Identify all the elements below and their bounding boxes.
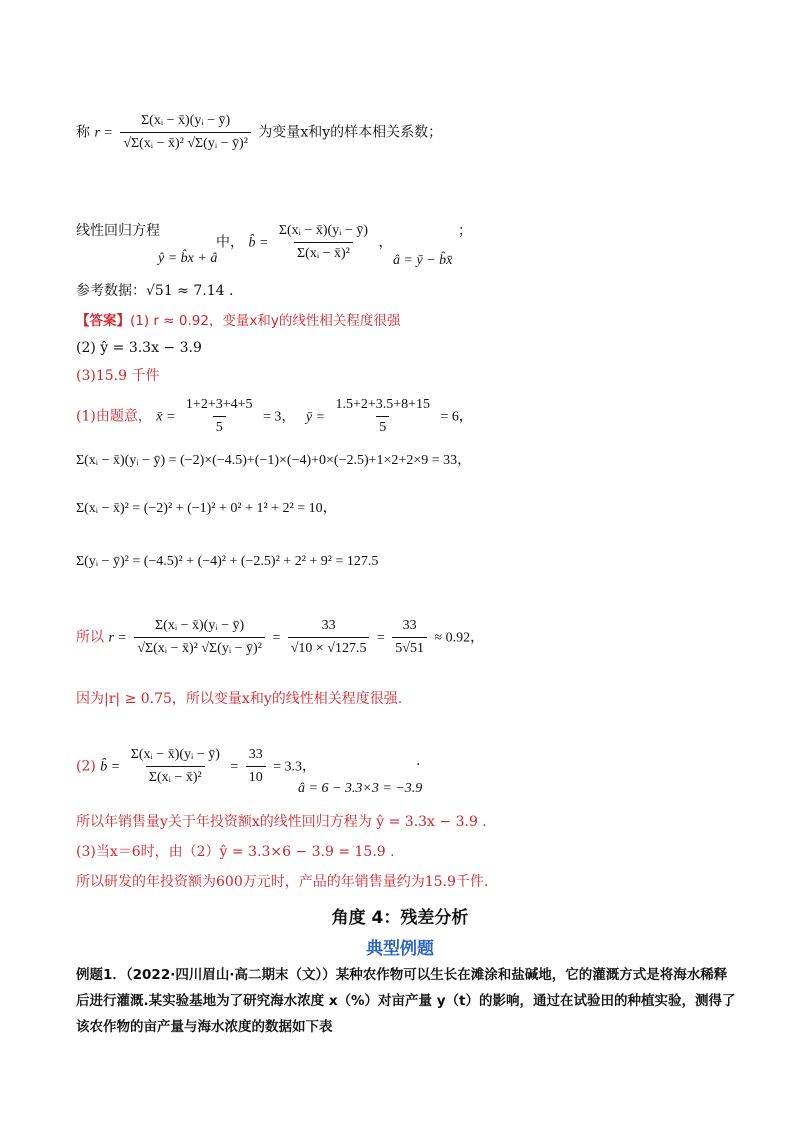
regression-comma: ， xyxy=(378,234,393,251)
section-subtitle: 典型例题 xyxy=(366,939,434,959)
r-definition xyxy=(76,112,442,153)
solution-part-3: (3)当x＝6时，由（2）ŷ = 3.3×6 − 3.9 = 15.9 . xyxy=(76,844,395,860)
x-bar-fraction xyxy=(183,396,256,437)
solution-r-right-numerator: 33 xyxy=(402,618,417,633)
b-hat-numerator: Σ(xᵢ − x̄)(yᵢ − ȳ) xyxy=(278,223,369,238)
solution-means xyxy=(76,396,473,437)
solution-1-prefix: (1)由题意， xyxy=(76,408,152,425)
answer-1-text: (1) r ≈ 0.92，变量x和y的线性相关程度很强 xyxy=(130,313,401,329)
regression-prefix: 线性回归方程 xyxy=(76,223,160,239)
answer-label: 【答案】 xyxy=(76,313,130,329)
x-bar-lhs: x̄ = xyxy=(156,409,176,425)
answer-1 xyxy=(76,312,400,330)
section-title: 角度 4：残差分析 xyxy=(331,908,469,928)
x-bar-denominator: 5 xyxy=(213,416,226,437)
r-def-denominator: √Σ(xᵢ − x̄)² √Σ(yᵢ − ȳ)² xyxy=(120,132,251,153)
solution-r: 所以 r = $\frac{\text{Σ(xᵢ − x̄)(yᵢ − ȳ)}}{\text{√Σ(xᵢ − x̄)² √Σ(yᵢ − ȳ)²}}$ = $\frac{33}{√10 \times √127.5}$ = $\frac{33}{5√51}$ ≈ 0.92， xyxy=(76,618,485,656)
solution-b-hat: (2) b̂ = $\frac{\text{Σ(xᵢ − x̄)(yᵢ − ȳ)}}{\text{Σ(xᵢ − x̄)²}}$ = $\frac{33}{10}$ = 3.3， xyxy=(76,747,317,785)
solution-r-right-denominator: 5√51 xyxy=(392,637,427,658)
y-bar-denominator: 5 xyxy=(376,416,389,437)
example-paragraph: 例题1．（2022·四川眉山·高二期末（文））某种农作物可以生长在滩涂和盐碱地，它的灌溉方式是将海水稀释后进行灌溉.某实验基地为了研究海水浓度 x（%）对亩产量 y（t）的影响，通过在试验田的种植实验，测得了该农作物的亩产量与海水浓度的数据如下表 xyxy=(76,967,736,1035)
b-hat-denominator: Σ(xᵢ − x̄)² xyxy=(294,242,353,263)
solution-b-hat-lhs: b̂ = xyxy=(100,759,121,775)
solution-r-prefix: 所以 xyxy=(76,629,104,646)
regression-semicolon: ； xyxy=(458,223,472,239)
regression-mid-text: 中， xyxy=(216,234,244,251)
x-bar-value: = 3， xyxy=(262,409,296,425)
b-hat-lhs: b̂ = xyxy=(248,235,269,251)
solution-r-fraction xyxy=(134,617,265,658)
y-bar-numerator: 1.5+2+3.5+8+15 xyxy=(335,397,431,412)
regression-equation: ŷ = b̂x + â xyxy=(158,251,218,266)
r-def-lhs: r = xyxy=(94,125,113,141)
solution-a-hat: â = 6 − 3.3×3 = −3.9 xyxy=(298,781,423,796)
solution-sum-x2: Σ(xᵢ − x̄)² = (−2)² + (−1)² + 0² + 1² + 2² = 10， xyxy=(76,501,337,516)
y-bar-fraction xyxy=(332,396,433,437)
r-def-suffix: 为变量x和y的样本相关系数； xyxy=(258,124,443,141)
solution-b-hat-mid-fraction xyxy=(246,746,266,787)
b-hat-fraction xyxy=(276,222,371,263)
solution-b-hat-mid-numerator: 33 xyxy=(248,747,263,762)
regression-b-hat xyxy=(216,222,392,263)
answer-3: (3)15.9 千件 xyxy=(76,368,160,384)
solution-r-mid-denominator: √10 × √127.5 xyxy=(288,637,370,658)
solution-b-hat-numerator: Σ(xᵢ − x̄)(yᵢ − ȳ) xyxy=(130,747,220,762)
solution-b-hat-value: = 3.3， xyxy=(273,759,317,775)
solution-r-lhs: r = xyxy=(108,630,127,646)
solution-r-right-fraction xyxy=(392,617,427,658)
solution-conclusion-1: 因为|r| ≥ 0.75，所以变量x和y的线性相关程度很强. xyxy=(76,691,403,707)
y-bar-value: = 6， xyxy=(440,409,473,425)
solution-r-mid-numerator: 33 xyxy=(321,618,336,633)
a-hat-formula: â = ȳ − b̂x̄ xyxy=(393,253,453,268)
y-bar-lhs: ȳ = xyxy=(305,409,325,425)
solution-sum-xy: Σ(xᵢ − x̄)(yᵢ − ȳ) = (−2)×(−4.5)+(−1)×(−4)+0×(−2.5)+1×2+2×9 = 33， xyxy=(76,453,472,468)
r-def-fraction xyxy=(120,112,251,153)
solution-r-value: ≈ 0.92， xyxy=(434,630,485,646)
solution-sum-y2: Σ(yᵢ − ȳ)² = (−4.5)² + (−4)² + (−2.5)² + 2² + 9² = 127.5 xyxy=(76,554,379,569)
solution-2-prefix: (2) xyxy=(76,758,96,775)
solution-r-numerator: Σ(xᵢ − x̄)(yᵢ − ȳ) xyxy=(155,618,245,633)
solution-r-denominator: √Σ(xᵢ − x̄)² √Σ(yᵢ − ȳ)² xyxy=(134,637,265,658)
solution-b-hat-mid-denominator: 10 xyxy=(246,766,266,787)
r-def-numerator: Σ(xᵢ − x̄)(yᵢ − ȳ) xyxy=(141,113,231,128)
solution-conclusion-2: 所以研发的年投资额为600万元时，产品的年销售量约为15.9千件. xyxy=(76,874,489,890)
solution-b-hat-denominator: Σ(xᵢ − x̄)² xyxy=(146,766,205,787)
answer-2: (2) ŷ = 3.3x − 3.9 xyxy=(76,340,202,356)
solution-b-hat-fraction xyxy=(128,746,223,787)
solution-b-hat-dot: . xyxy=(416,753,421,769)
r-def-prefix: 称 xyxy=(76,124,90,141)
solution-r-mid-fraction xyxy=(288,617,370,658)
solution-regression: 所以年销售量y关于年投资额x的线性回归方程为 ŷ = 3.3x − 3.9 . xyxy=(76,814,487,830)
reference-data: 参考数据：√51 ≈ 7.14 . xyxy=(76,283,234,299)
x-bar-numerator: 1+2+3+4+5 xyxy=(185,397,253,412)
